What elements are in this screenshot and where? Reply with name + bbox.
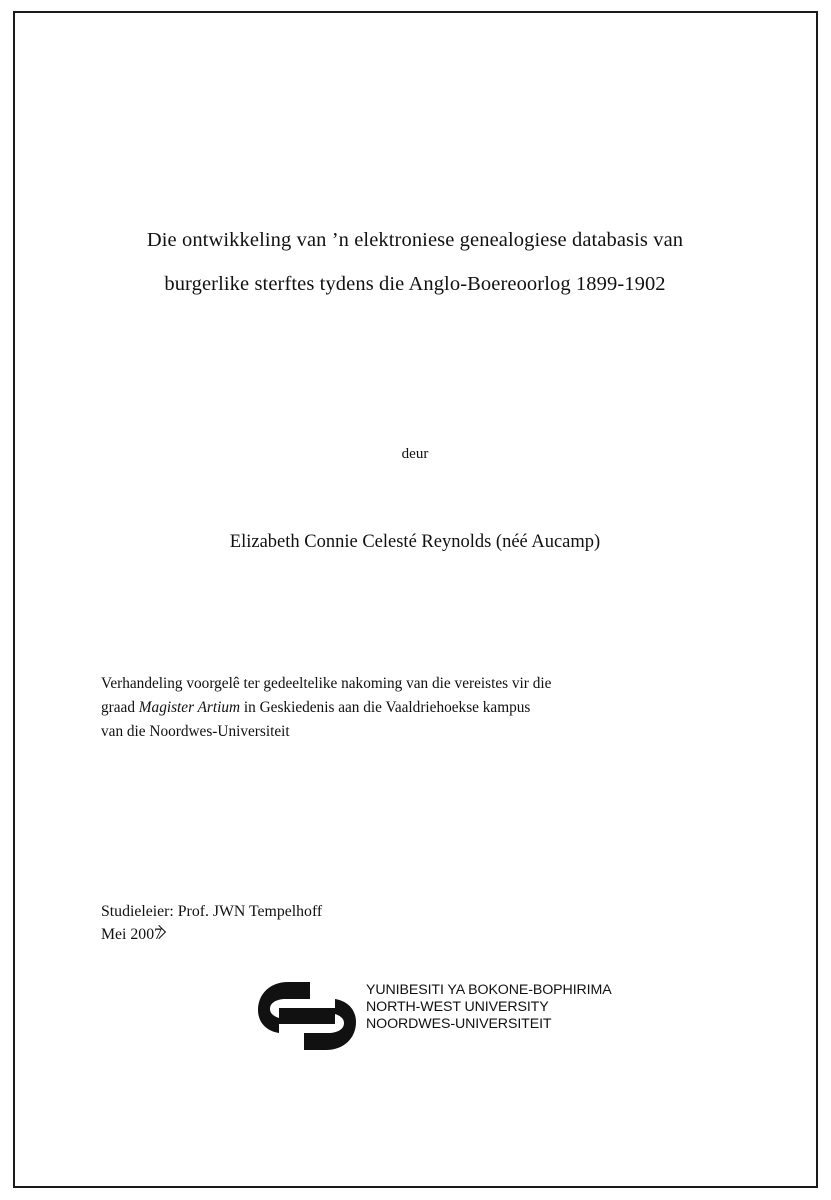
logo-text-line-2: NORTH-WEST UNIVERSITY <box>366 999 549 1016</box>
title-line-1: Die ontwikkeling van ’n elektroniese genealogiese databasis van <box>146 229 684 251</box>
submission-date: Mei 2007 <box>101 923 162 946</box>
author-name: Elizabeth Connie Celesté Reynolds (néé Aucamp) <box>229 532 601 552</box>
university-logo <box>252 974 612 1054</box>
logo-text-line-1: YUNIBESITI YA BOKONE-BOPHIRIMA <box>366 982 612 998</box>
degree-statement-line-2 <box>101 696 719 720</box>
page-content <box>100 11 730 1188</box>
supervisor-line: Studieleier: Prof. JWN Tempelhoff <box>101 903 323 920</box>
supervisor-block <box>101 900 601 946</box>
degree-statement-line-2-post: in Geskiedenis aan die Vaaldriehoekse kampus <box>240 699 531 716</box>
university-logo-text <box>366 982 612 1034</box>
degree-name: Magister Artium <box>138 699 241 716</box>
logo-text-line-3: NOORDWES-UNIVERSITEIT <box>366 1016 552 1033</box>
degree-statement <box>101 672 719 744</box>
title-line-2: burgerlike sterftes tydens die Anglo-Boereoorlog 1899-1902 <box>164 273 666 295</box>
degree-statement-line-2-pre: graad <box>101 699 139 716</box>
degree-statement-line-1: Verhandeling voorgelê ter gedeeltelike nakoming van die vereistes vir die <box>101 675 552 692</box>
page-title <box>100 218 730 306</box>
nwu-logo-mark-icon <box>252 980 362 1052</box>
by-word: deur <box>401 446 429 462</box>
degree-statement-line-3: van die Noordwes-Universiteit <box>101 723 290 740</box>
